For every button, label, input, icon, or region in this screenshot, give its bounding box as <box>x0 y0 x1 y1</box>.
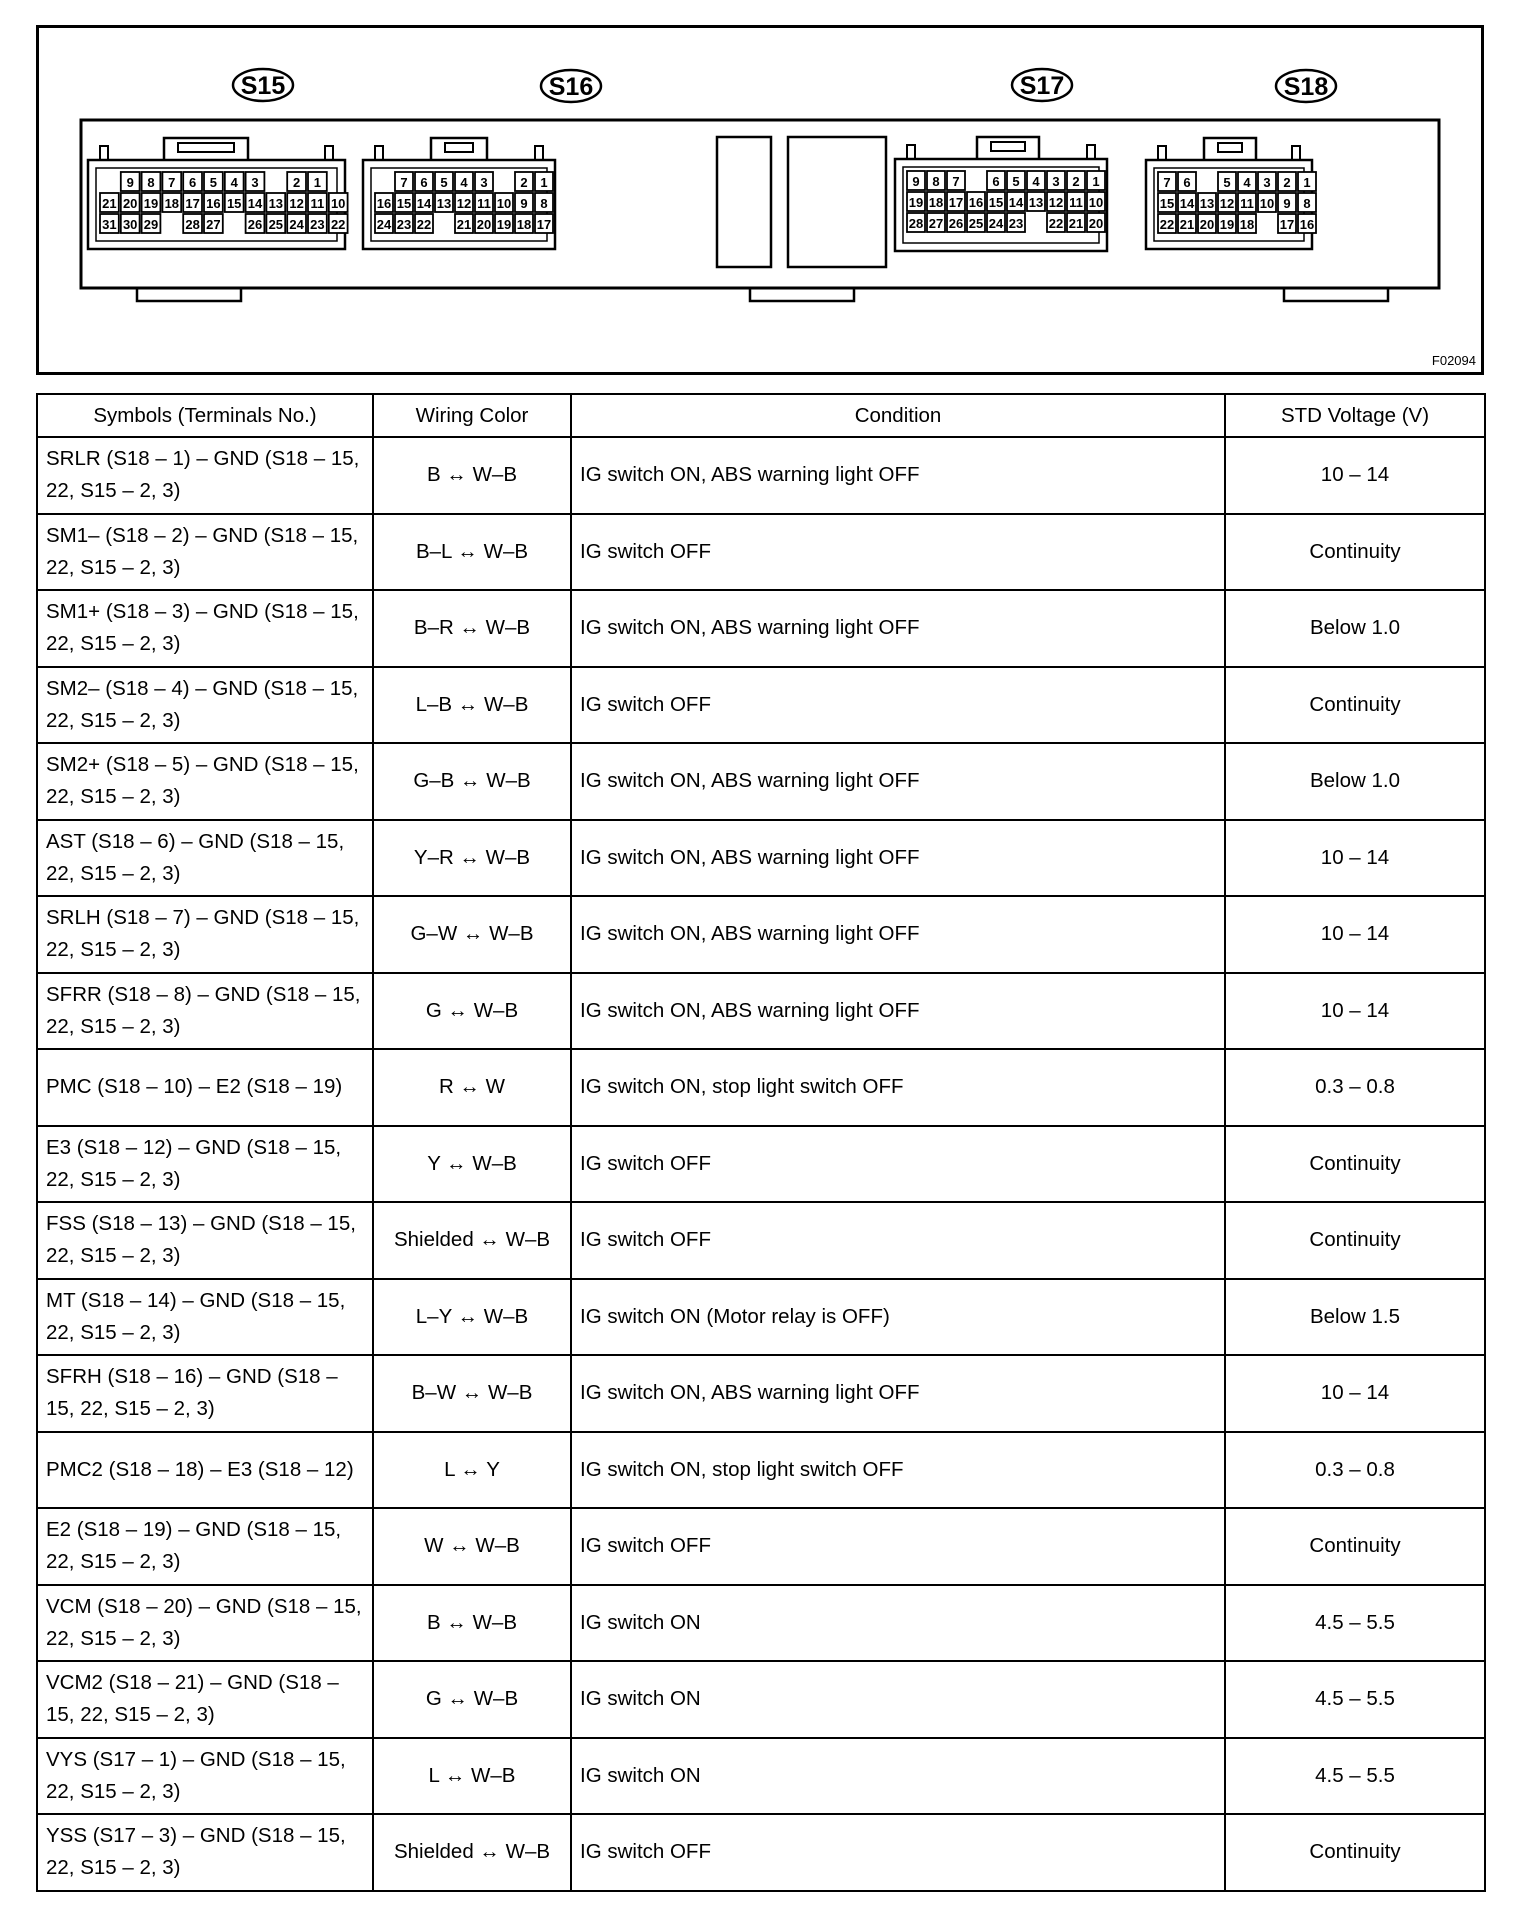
cell-std-voltage: 4.5 – 5.5 <box>1225 1738 1485 1815</box>
cell-symbols: SM2– (S18 – 4) – GND (S18 – 15, 22, S15 – 2, 3) <box>37 667 373 744</box>
cell-wiring-color: G–B ↔ W–B <box>373 743 571 820</box>
pin-number: 3 <box>1052 174 1060 189</box>
pin-number: 24 <box>289 217 304 232</box>
pin-number: 28 <box>185 217 200 232</box>
table-row <box>37 1355 1485 1432</box>
table-row <box>37 820 1485 897</box>
pin-number: 17 <box>948 195 964 210</box>
pin-number: 31 <box>102 217 117 232</box>
cell-symbols: SFRR (S18 – 8) – GND (S18 – 15, 22, S15 – 2, 3) <box>37 973 373 1050</box>
pin-number: 20 <box>1199 217 1215 232</box>
pin-number: 21 <box>1179 217 1195 232</box>
pin-number: 7 <box>400 175 408 190</box>
table-row <box>37 896 1485 973</box>
pin-number: 15 <box>396 196 412 211</box>
pin-number: 8 <box>147 175 155 190</box>
cell-wiring-color: L–B ↔ W–B <box>373 667 571 744</box>
cell-condition: IG switch OFF <box>571 1814 1225 1891</box>
table-row <box>37 590 1485 667</box>
cell-std-voltage: Continuity <box>1225 667 1485 744</box>
cell-std-voltage: 0.3 – 0.8 <box>1225 1432 1485 1509</box>
pin-number: 23 <box>396 217 412 232</box>
pin-number: 26 <box>247 217 263 232</box>
connector-label-s16: S16 <box>548 73 594 101</box>
cell-symbols: MT (S18 – 14) – GND (S18 – 15, 22, S15 – 2, 3) <box>37 1279 373 1356</box>
pin-number: 14 <box>1179 196 1195 211</box>
table-header-row <box>37 394 1485 437</box>
header-std-voltage: STD Voltage (V) <box>1225 394 1485 437</box>
cell-wiring-color: B–R ↔ W–B <box>373 590 571 667</box>
mount-tab <box>750 288 854 301</box>
table-row <box>37 1585 1485 1662</box>
pin-number: 15 <box>226 196 242 211</box>
pin-number: 7 <box>952 174 960 189</box>
pin-number: 12 <box>289 196 304 211</box>
table-row <box>37 1432 1485 1509</box>
cell-symbols: E3 (S18 – 12) – GND (S18 – 15, 22, S15 – 2, 3) <box>37 1126 373 1203</box>
cell-condition: IG switch ON <box>571 1738 1225 1815</box>
mount-tab <box>137 288 241 301</box>
table-row <box>37 1279 1485 1356</box>
pin-number: 26 <box>948 216 964 231</box>
pin-number: 21 <box>1068 216 1084 231</box>
blank-block <box>717 137 771 267</box>
cell-wiring-color: Shielded ↔ W–B <box>373 1814 571 1891</box>
pin-number: 6 <box>1183 175 1191 190</box>
cell-condition: IG switch ON, ABS warning light OFF <box>571 1355 1225 1432</box>
cell-wiring-color: B ↔ W–B <box>373 437 571 514</box>
pin-number: 8 <box>540 196 548 211</box>
table-row <box>37 667 1485 744</box>
table-row <box>37 514 1485 591</box>
pin-number: 5 <box>1012 174 1020 189</box>
pin-number: 15 <box>1159 196 1175 211</box>
blank-block <box>788 137 886 267</box>
pin-number: 6 <box>188 175 197 190</box>
pin-number: 16 <box>376 196 392 211</box>
pin-number: 11 <box>477 196 491 211</box>
pin-number: 20 <box>476 217 492 232</box>
connector-s16 <box>363 138 555 249</box>
cell-wiring-color: R ↔ W <box>373 1049 571 1126</box>
pin-number: 21 <box>102 196 117 211</box>
cell-wiring-color: Y ↔ W–B <box>373 1126 571 1203</box>
pin-number: 24 <box>988 216 1004 231</box>
pin-number: 30 <box>122 217 138 232</box>
pin-number: 1 <box>540 175 548 190</box>
cell-wiring-color: B ↔ W–B <box>373 1585 571 1662</box>
pin-number: 8 <box>1303 196 1311 211</box>
pin-number: 4 <box>230 175 238 190</box>
pin-number: 21 <box>456 217 472 232</box>
pin-number: 5 <box>209 175 218 190</box>
cell-wiring-color: B–L ↔ W–B <box>373 514 571 591</box>
cell-symbols: SM1+ (S18 – 3) – GND (S18 – 15, 22, S15 – 2, 3) <box>37 590 373 667</box>
header-condition: Condition <box>571 394 1225 437</box>
pin-number: 10 <box>1259 196 1275 211</box>
pin-number: 1 <box>1303 175 1311 190</box>
cell-symbols: VCM2 (S18 – 21) – GND (S18 – 15, 22, S15 – 2, 3) <box>37 1661 373 1738</box>
cell-std-voltage: Continuity <box>1225 1814 1485 1891</box>
cell-std-voltage: Below 1.0 <box>1225 590 1485 667</box>
figure-code: F02094 <box>1431 353 1476 368</box>
table-row <box>37 1049 1485 1126</box>
cell-std-voltage: 4.5 – 5.5 <box>1225 1585 1485 1662</box>
cell-symbols: SFRH (S18 – 16) – GND (S18 – 15, 22, S15 – 2, 3) <box>37 1355 373 1432</box>
latch-hood <box>1204 138 1256 160</box>
table-row <box>37 1661 1485 1738</box>
pin-number: 8 <box>932 174 940 189</box>
pin-number: 18 <box>1239 217 1255 232</box>
cell-wiring-color: L–Y ↔ W–B <box>373 1279 571 1356</box>
cell-condition: IG switch OFF <box>571 514 1225 591</box>
pin-number: 16 <box>206 196 221 211</box>
cell-symbols: SM1– (S18 – 2) – GND (S18 – 15, 22, S15 – 2, 3) <box>37 514 373 591</box>
cell-symbols: PMC2 (S18 – 18) – E3 (S18 – 12) <box>37 1432 373 1509</box>
pin-number: 29 <box>143 217 159 232</box>
connector-label-s17: S17 <box>1019 72 1065 100</box>
cell-std-voltage: 4.5 – 5.5 <box>1225 1661 1485 1738</box>
pin-number: 23 <box>310 217 325 232</box>
cell-wiring-color: W ↔ W–B <box>373 1508 571 1585</box>
cell-condition: IG switch ON <box>571 1661 1225 1738</box>
pin-number: 5 <box>440 175 448 190</box>
pin-number: 6 <box>992 174 1000 189</box>
cell-symbols: E2 (S18 – 19) – GND (S18 – 15, 22, S15 – 2, 3) <box>37 1508 373 1585</box>
pin-number: 22 <box>1159 217 1175 232</box>
pin-number: 5 <box>1223 175 1231 190</box>
pin-number: 18 <box>516 217 532 232</box>
pin-number: 13 <box>1028 195 1044 210</box>
cell-condition: IG switch ON, stop light switch OFF <box>571 1049 1225 1126</box>
cell-std-voltage: 10 – 14 <box>1225 896 1485 973</box>
pin-number: 3 <box>1263 175 1271 190</box>
pin-number: 13 <box>436 196 452 211</box>
pin-number: 4 <box>460 175 468 190</box>
latch-hood <box>164 138 248 160</box>
connector-label-s18: S18 <box>1283 73 1329 101</box>
pin-number: 12 <box>456 196 472 211</box>
pin-number: 1 <box>1092 174 1100 189</box>
pin-number: 7 <box>1163 175 1171 190</box>
pin-number: 27 <box>928 216 944 231</box>
pin-number: 13 <box>268 196 284 211</box>
cell-condition: IG switch ON, ABS warning light OFF <box>571 820 1225 897</box>
pin-number: 7 <box>168 175 176 190</box>
table-row <box>37 1814 1485 1891</box>
pin-number: 19 <box>1219 217 1235 232</box>
pin-number: 12 <box>1048 195 1064 210</box>
pin-number: 13 <box>1199 196 1215 211</box>
cell-wiring-color: L ↔ Y <box>373 1432 571 1509</box>
pin-number: 11 <box>1240 196 1254 211</box>
cell-symbols: YSS (S17 – 3) – GND (S18 – 15, 22, S15 – 2, 3) <box>37 1814 373 1891</box>
pin-number: 10 <box>1088 195 1104 210</box>
pin-number: 2 <box>292 175 301 190</box>
pin-number: 11 <box>1069 195 1083 210</box>
pin-number: 4 <box>1032 174 1040 189</box>
pin-number: 2 <box>520 175 528 190</box>
cell-wiring-color: G ↔ W–B <box>373 973 571 1050</box>
cell-wiring-color: L ↔ W–B <box>373 1738 571 1815</box>
cell-std-voltage: 10 – 14 <box>1225 1355 1485 1432</box>
pin-number: 25 <box>968 216 984 231</box>
pin-number: 23 <box>1008 216 1024 231</box>
cell-std-voltage: Continuity <box>1225 1126 1485 1203</box>
cell-std-voltage: 0.3 – 0.8 <box>1225 1049 1485 1126</box>
pin-number: 19 <box>908 195 924 210</box>
cell-condition: IG switch ON, ABS warning light OFF <box>571 743 1225 820</box>
pin-number: 22 <box>330 217 346 232</box>
cell-std-voltage: Below 1.5 <box>1225 1279 1485 1356</box>
pin-number: 9 <box>1283 196 1291 211</box>
pin-number: 9 <box>520 196 528 211</box>
table-row <box>37 973 1485 1050</box>
table-row <box>37 1738 1485 1815</box>
cell-condition: IG switch ON, ABS warning light OFF <box>571 973 1225 1050</box>
pin-number: 4 <box>1243 175 1251 190</box>
pin-number: 6 <box>420 175 428 190</box>
pin-number: 19 <box>496 217 512 232</box>
cell-wiring-color: G ↔ W–B <box>373 1661 571 1738</box>
pin-number: 2 <box>1072 174 1080 189</box>
cell-condition: IG switch ON <box>571 1585 1225 1662</box>
cell-std-voltage: Continuity <box>1225 1202 1485 1279</box>
cell-std-voltage: 10 – 14 <box>1225 820 1485 897</box>
cell-condition: IG switch ON (Motor relay is OFF) <box>571 1279 1225 1356</box>
pin-number: 10 <box>330 196 346 211</box>
cell-wiring-color: G–W ↔ W–B <box>373 896 571 973</box>
pin-number: 17 <box>185 196 200 211</box>
cell-condition: IG switch ON, stop light switch OFF <box>571 1432 1225 1509</box>
mount-tab <box>1284 288 1388 301</box>
latch-hood <box>977 137 1039 159</box>
connector-s17 <box>895 137 1107 251</box>
header-wiring-color: Wiring Color <box>373 394 571 437</box>
pin-number: 9 <box>912 174 920 189</box>
pin-number: 14 <box>1008 195 1024 210</box>
cell-symbols: FSS (S18 – 13) – GND (S18 – 15, 22, S15 – 2, 3) <box>37 1202 373 1279</box>
pin-number: 2 <box>1283 175 1291 190</box>
pin-number: 19 <box>143 196 159 211</box>
table-row <box>37 743 1485 820</box>
connector-label-s15: S15 <box>240 72 286 100</box>
cell-condition: IG switch OFF <box>571 1126 1225 1203</box>
pin-number: 10 <box>496 196 512 211</box>
cell-wiring-color: Shielded ↔ W–B <box>373 1202 571 1279</box>
pin-number: 17 <box>536 217 552 232</box>
pin-number: 12 <box>1219 196 1235 211</box>
cell-symbols: SRLR (S18 – 1) – GND (S18 – 15, 22, S15 – 2, 3) <box>37 437 373 514</box>
pin-number: 22 <box>416 217 432 232</box>
pin-number: 22 <box>1048 216 1064 231</box>
table-row <box>37 1508 1485 1585</box>
pin-number: 17 <box>1279 217 1295 232</box>
cell-std-voltage: 10 – 14 <box>1225 437 1485 514</box>
pin-number: 15 <box>988 195 1004 210</box>
cell-condition: IG switch OFF <box>571 667 1225 744</box>
pin-number: 18 <box>164 196 180 211</box>
pin-number: 27 <box>206 217 221 232</box>
cell-symbols: SM2+ (S18 – 5) – GND (S18 – 15, 22, S15 – 2, 3) <box>37 743 373 820</box>
pin-number: 25 <box>268 217 284 232</box>
cell-symbols: AST (S18 – 6) – GND (S18 – 15, 22, S15 – 2, 3) <box>37 820 373 897</box>
cell-symbols: PMC (S18 – 10) – E2 (S18 – 19) <box>37 1049 373 1126</box>
pin-number: 11 <box>310 196 325 211</box>
pin-number: 18 <box>928 195 944 210</box>
latch-hood <box>431 138 487 160</box>
pin-number: 3 <box>251 175 259 190</box>
cell-std-voltage: Continuity <box>1225 514 1485 591</box>
pin-number: 14 <box>416 196 432 211</box>
cell-std-voltage: Below 1.0 <box>1225 743 1485 820</box>
table-row <box>37 1202 1485 1279</box>
connector-s15 <box>88 138 348 249</box>
cell-symbols: SRLH (S18 – 7) – GND (S18 – 15, 22, S15 – 2, 3) <box>37 896 373 973</box>
connector-diagram <box>36 25 1484 375</box>
cell-wiring-color: Y–R ↔ W–B <box>373 820 571 897</box>
pin-number: 1 <box>313 175 322 190</box>
pin-number: 20 <box>122 196 138 211</box>
cell-condition: IG switch ON, ABS warning light OFF <box>571 590 1225 667</box>
pin-number: 3 <box>480 175 488 190</box>
cell-symbols: VYS (S17 – 1) – GND (S18 – 15, 22, S15 – 2, 3) <box>37 1738 373 1815</box>
cell-condition: IG switch ON, ABS warning light OFF <box>571 437 1225 514</box>
cell-wiring-color: B–W ↔ W–B <box>373 1355 571 1432</box>
pin-number: 24 <box>376 217 392 232</box>
terminal-spec-table <box>36 393 1486 1892</box>
pin-number: 28 <box>908 216 924 231</box>
header-symbols: Symbols (Terminals No.) <box>37 394 373 437</box>
cell-condition: IG switch OFF <box>571 1508 1225 1585</box>
pin-number: 20 <box>1088 216 1104 231</box>
cell-condition: IG switch ON, ABS warning light OFF <box>571 896 1225 973</box>
pin-number: 9 <box>126 175 134 190</box>
table-row <box>37 437 1485 514</box>
pin-number: 14 <box>247 196 263 211</box>
pin-number: 16 <box>1299 217 1315 232</box>
connector-s18 <box>1146 138 1316 249</box>
cell-symbols: VCM (S18 – 20) – GND (S18 – 15, 22, S15 – 2, 3) <box>37 1585 373 1662</box>
cell-condition: IG switch OFF <box>571 1202 1225 1279</box>
pin-number: 16 <box>968 195 984 210</box>
table-row <box>37 1126 1485 1203</box>
cell-std-voltage: Continuity <box>1225 1508 1485 1585</box>
cell-std-voltage: 10 – 14 <box>1225 973 1485 1050</box>
